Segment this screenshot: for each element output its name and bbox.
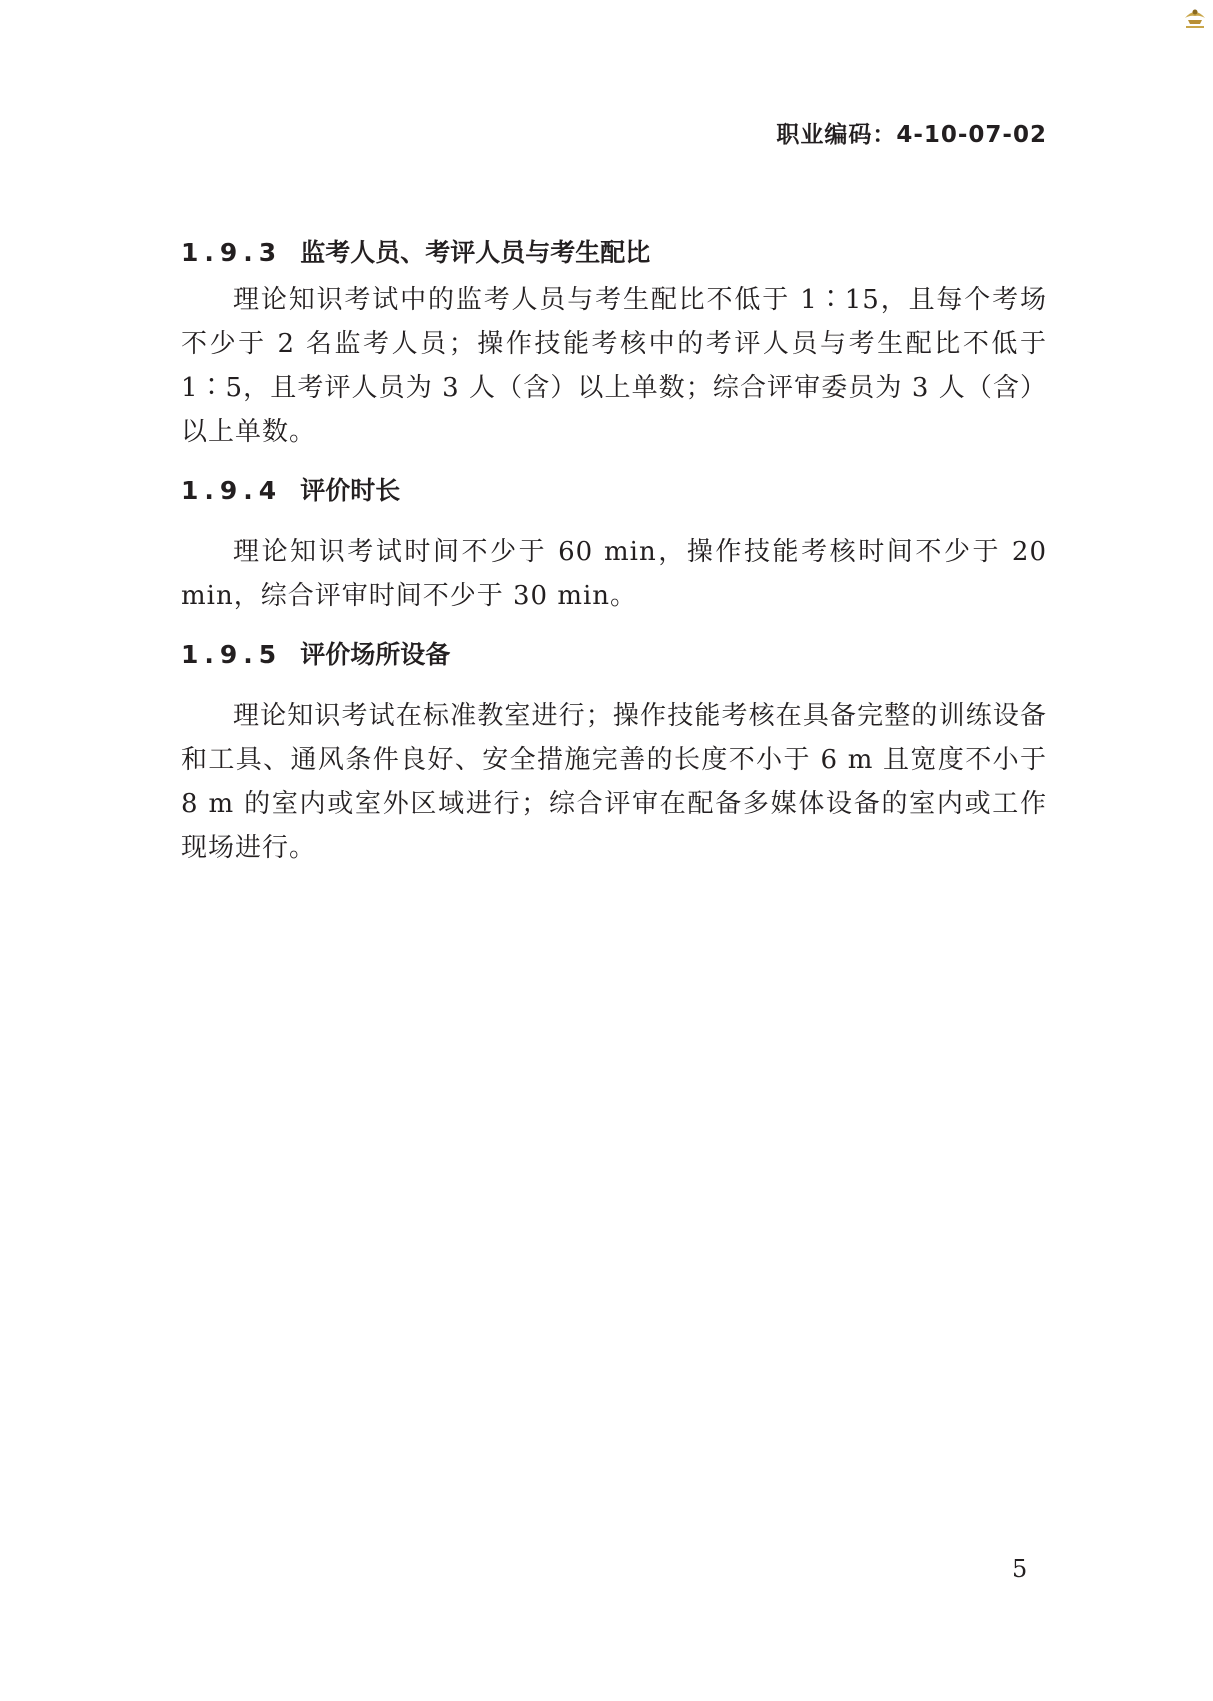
section-title: 评价场所设备 <box>300 640 451 669</box>
section-number: 1.9.5 <box>181 640 283 669</box>
section-number: 1.9.4 <box>181 476 283 505</box>
section-paragraph-1-9-5: 理论知识考试在标准教室进行；操作技能考核在具备完整的训练设备和工具、通风条件良好、安全措施完善的长度不小于 6 m 且宽度不小于 8 m 的室内或室外区域进行；综合评审在配备多媒体设备的室内或工作现场进行。 <box>181 701 1047 863</box>
section-number: 1.9.3 <box>181 238 283 267</box>
section-heading-1-9-3 <box>181 236 1047 270</box>
document-body <box>181 236 1047 870</box>
section-heading-1-9-4 <box>181 474 1047 508</box>
section-paragraph-1-9-3: 理论知识考试中的监考人员与考生配比不低于 1∶15，且每个考场不少于 2 名监考人员；操作技能考核中的考评人员与考生配比不低于 1∶5，且考评人员为 3 人（含）以上单数；综合评审委员为 3 人（含）以上单数。 <box>181 285 1047 447</box>
section-heading-1-9-5 <box>181 638 1047 672</box>
section-title: 监考人员、考评人员与考生配比 <box>300 238 651 267</box>
publisher-logo-icon <box>1180 2 1210 32</box>
occupation-code: 职业编码：4-10-07-02 <box>776 122 1047 148</box>
page-number: 5 <box>1012 1555 1028 1583</box>
section-title: 评价时长 <box>300 476 401 505</box>
section-paragraph-1-9-4: 理论知识考试时间不少于 60 min，操作技能考核时间不少于 20 min，综合评审时间不少于 30 min。 <box>181 537 1047 611</box>
